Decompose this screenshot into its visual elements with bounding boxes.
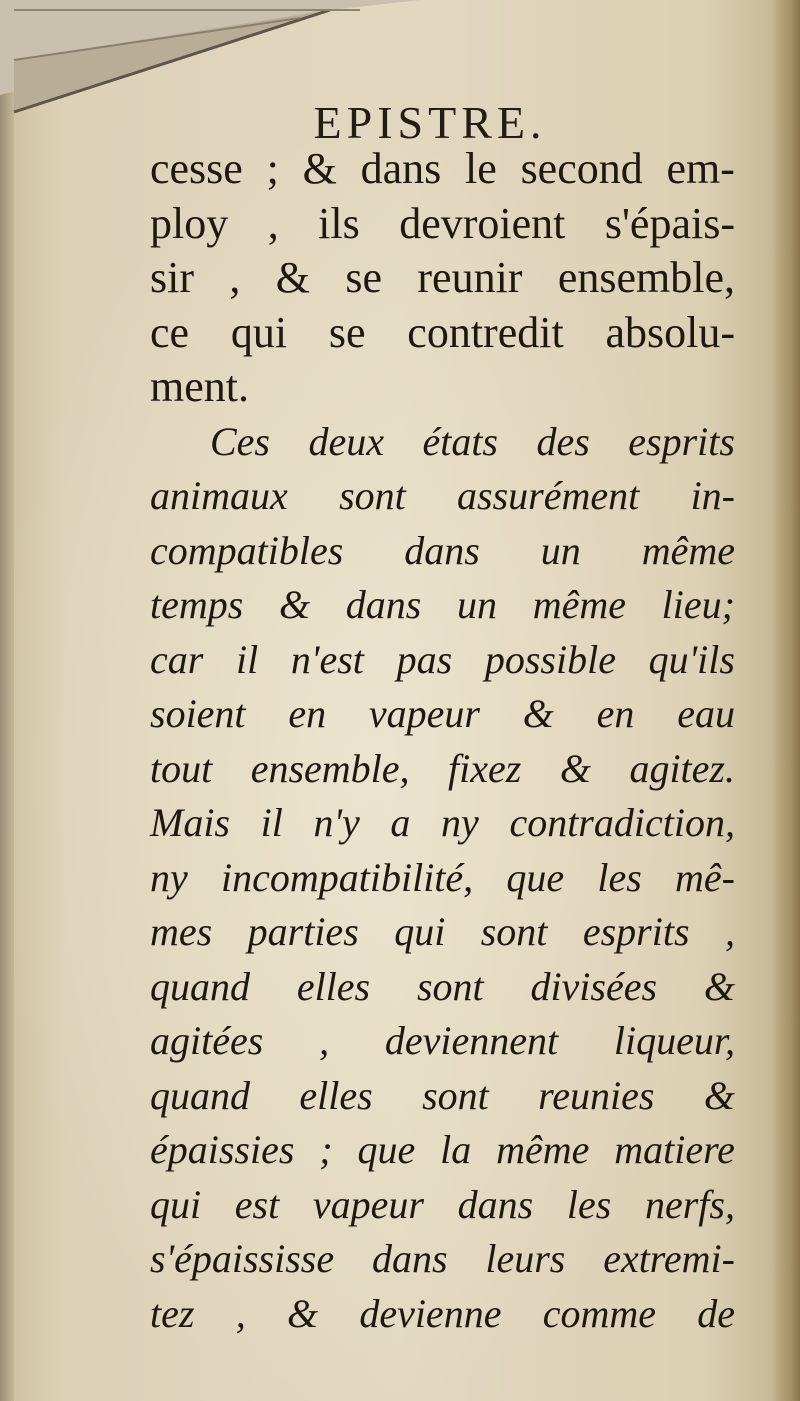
- word: parties: [247, 909, 359, 954]
- word: des: [536, 418, 590, 464]
- word: vapeur: [368, 691, 480, 736]
- word: ,: [267, 198, 279, 248]
- word: reunies: [538, 1072, 655, 1118]
- text-line: [150, 142, 735, 197]
- text-line: [150, 469, 735, 524]
- text-line: [150, 1178, 735, 1233]
- text-line: [150, 1069, 735, 1124]
- word: assurément: [457, 473, 640, 518]
- word: reunir: [417, 253, 523, 302]
- word: absolu-: [605, 307, 735, 357]
- word: mes: [150, 909, 213, 954]
- word: ensemble,: [250, 745, 410, 791]
- word: que: [357, 1127, 416, 1172]
- word: ,: [229, 253, 241, 302]
- word: sont: [480, 909, 548, 954]
- word: qui: [230, 307, 288, 357]
- text-line: [150, 796, 735, 851]
- word: ce: [150, 307, 190, 357]
- word: qui: [150, 1181, 202, 1227]
- word: se: [328, 307, 366, 357]
- word: ;: [266, 144, 279, 193]
- text-line: [150, 1014, 735, 1069]
- word: animaux: [150, 473, 288, 518]
- text-line: [150, 1123, 735, 1178]
- word: contradiction,: [509, 800, 735, 845]
- text-line: [150, 578, 735, 633]
- text-line: [150, 306, 735, 361]
- word: même: [532, 582, 626, 627]
- text-line: [150, 197, 735, 252]
- text-line: [150, 524, 735, 579]
- word: ensemble,: [557, 253, 735, 302]
- word: esprits: [628, 418, 735, 464]
- word: comme: [542, 1290, 656, 1336]
- roman-paragraph: [150, 142, 735, 415]
- word: incompatibilité,: [220, 854, 474, 900]
- word: nerfs,: [644, 1181, 735, 1227]
- word: mê-: [675, 854, 735, 900]
- word: les: [597, 854, 642, 900]
- word: devienne: [359, 1290, 502, 1336]
- word: in-: [690, 473, 735, 518]
- word: agitez.: [629, 745, 735, 791]
- text-line: [150, 905, 735, 960]
- word: esprits: [582, 909, 690, 954]
- word: un: [457, 582, 498, 627]
- word: tez: [150, 1290, 195, 1336]
- word: &: [302, 144, 337, 193]
- word: ils: [318, 198, 360, 248]
- word: ,: [235, 1290, 246, 1336]
- word: épaissies: [150, 1127, 295, 1172]
- text-line: [150, 633, 735, 688]
- word: quand: [150, 1072, 250, 1118]
- word: fixez: [448, 745, 522, 791]
- word: vapeur: [312, 1181, 424, 1227]
- word: leurs: [485, 1236, 566, 1281]
- word: &: [522, 691, 554, 736]
- word: ,: [724, 909, 735, 954]
- word: le: [465, 144, 497, 193]
- word: deux: [308, 418, 384, 464]
- word: Ces: [210, 418, 270, 464]
- word: se: [345, 253, 383, 302]
- page-binding-edge: [0, 0, 14, 1401]
- word: &: [275, 253, 310, 302]
- word: temps: [150, 582, 244, 627]
- word: n'est: [290, 636, 364, 682]
- page-outer-edge: [772, 0, 800, 1401]
- word: il: [260, 800, 283, 845]
- word: eau: [677, 691, 735, 736]
- word: lieu;: [661, 582, 735, 627]
- word: elles: [296, 963, 371, 1009]
- word: dans: [371, 1236, 448, 1281]
- word: extremi-: [603, 1236, 735, 1281]
- word: la: [440, 1127, 472, 1172]
- word: les: [566, 1181, 612, 1227]
- text-line: [150, 360, 735, 415]
- text-line: [150, 851, 735, 906]
- word: en: [288, 691, 327, 736]
- word: &: [559, 745, 591, 791]
- word: car: [150, 636, 204, 682]
- word: même: [641, 527, 735, 573]
- text-line: [150, 960, 735, 1015]
- text-line: [150, 742, 735, 797]
- word: liqueur,: [613, 1018, 735, 1063]
- word: dans: [404, 527, 480, 573]
- word: cesse: [150, 144, 243, 193]
- word: second: [520, 144, 643, 193]
- word: s'épaississe: [150, 1236, 335, 1281]
- word: compatibles: [150, 527, 344, 573]
- word: devroient: [399, 198, 566, 248]
- word: pas: [396, 636, 453, 682]
- word: deviennent: [384, 1018, 559, 1063]
- word: contredit: [407, 307, 564, 357]
- word: un: [540, 527, 581, 573]
- word: ,: [319, 1018, 330, 1063]
- word: sont: [416, 963, 484, 1009]
- running-title: EPISTRE.: [313, 97, 547, 148]
- word: ;: [319, 1127, 333, 1172]
- word: quand: [150, 963, 250, 1009]
- word: soient: [150, 691, 246, 736]
- word: possible: [484, 636, 616, 682]
- word: ment.: [150, 362, 249, 411]
- word: dans: [360, 144, 442, 193]
- word: qui: [394, 909, 446, 954]
- word: a: [390, 800, 411, 845]
- page-body: [150, 142, 735, 1341]
- word: que: [506, 854, 565, 900]
- word: ny: [441, 800, 479, 845]
- word: agitées: [150, 1018, 264, 1063]
- word: sir: [150, 253, 194, 302]
- word: &: [703, 963, 735, 1009]
- word: &: [279, 582, 311, 627]
- text-line: [150, 251, 735, 306]
- word: s'épais-: [604, 198, 735, 248]
- text-line: [150, 1232, 735, 1287]
- word: sont: [422, 1072, 489, 1118]
- word: &: [703, 1072, 735, 1118]
- word: ploy: [150, 198, 229, 248]
- text-line: [150, 1287, 735, 1342]
- word: ny: [150, 854, 188, 900]
- word: elles: [299, 1072, 373, 1118]
- italic-paragraph: [150, 415, 735, 1342]
- word: même: [496, 1127, 590, 1172]
- word: dans: [457, 1181, 534, 1227]
- text-line: [150, 415, 735, 470]
- word: qu'ils: [648, 636, 735, 682]
- word: dans: [345, 582, 422, 627]
- word: em-: [666, 144, 735, 193]
- word: matiere: [614, 1127, 735, 1172]
- text-line: [150, 687, 735, 742]
- word: est: [234, 1181, 280, 1227]
- word: il: [236, 636, 259, 682]
- word: Mais: [150, 800, 230, 845]
- word: en: [596, 691, 635, 736]
- word: états: [422, 418, 498, 464]
- word: divisées: [530, 963, 658, 1009]
- word: &: [286, 1290, 319, 1336]
- word: sont: [339, 473, 406, 518]
- word: de: [697, 1290, 735, 1336]
- word: n'y: [313, 800, 360, 845]
- word: tout: [150, 745, 213, 791]
